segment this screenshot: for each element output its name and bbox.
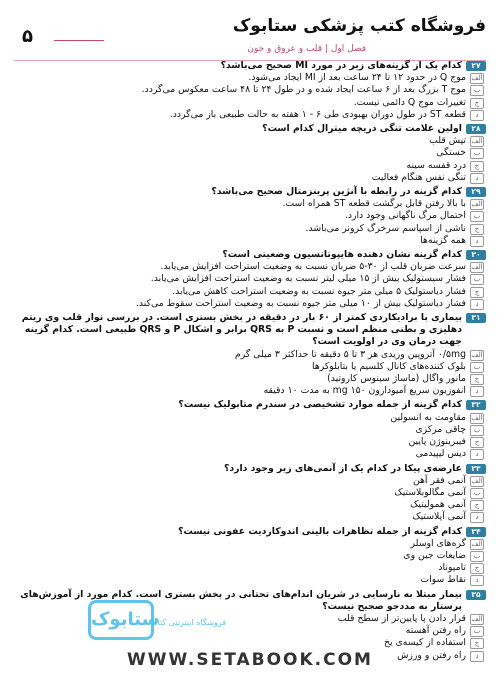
question-stem	[16, 123, 486, 135]
option-key: الف	[471, 137, 483, 146]
page-number: ۵	[22, 26, 33, 47]
option-key: الف	[471, 413, 483, 422]
option-text: همه گزینه‌ها	[420, 234, 466, 246]
answer-option	[241, 147, 484, 159]
answer-option	[16, 349, 484, 361]
question-number-badge: ۳۰	[466, 250, 486, 260]
option-key: ج	[470, 161, 484, 172]
option-text: نقاط سوات	[420, 574, 466, 586]
option-key: ج	[470, 563, 484, 574]
option-text: با بالا رفتن قابل برگشت قطعه ST همراه است.	[282, 198, 466, 210]
answer-option	[16, 286, 484, 298]
option-text: ضایعات جین وی	[403, 549, 466, 561]
answer-option	[241, 448, 484, 460]
option-key: الف	[471, 350, 483, 359]
answer-option	[16, 97, 484, 109]
option-list	[16, 198, 486, 247]
option-text: راه رفتن و ورزش	[397, 649, 466, 661]
option-text: قطعه ST در طول دوران بهبودی طی ۶ - ۱ هفته به حالت طبیعی باز می‌گردد.	[169, 108, 466, 120]
option-key: ب	[470, 274, 484, 285]
question-number-badge: ۳۳	[466, 464, 486, 474]
answer-option	[241, 499, 484, 511]
answer-option	[241, 135, 484, 147]
option-text: بلوک کننده‌های کانال کلسیم یا بتابلوکرها	[312, 360, 466, 372]
question-number-badge: ۲۹	[466, 187, 486, 197]
option-text: قرار دادن پا پایین‌تر از سطح قلب	[337, 612, 466, 624]
question-number-badge: ۳۵	[466, 590, 486, 600]
option-list	[16, 475, 486, 524]
question-stem	[16, 60, 486, 72]
option-key: د	[470, 449, 484, 460]
question-stem	[16, 312, 486, 349]
answer-option	[241, 160, 484, 172]
watermark-logo: ستابوک	[88, 600, 154, 640]
question-text: بیماری با برادیکاردی کمتر از ۶۰ بار در دقیقه در بخش بستری است. در بررسی نوار قلب وی ریتم دهلیزی و بطنی منظم است و نسبت P به QRS برابر و اشکال P و QRS طبیعی است. کدام گزینه جهت درمان وی در اولویت است؟	[21, 312, 462, 348]
option-text: موج Q در حدود ۱۲ تا ۲۴ ساعت بعد از MI ایجاد می‌شود.	[248, 72, 466, 84]
option-key: د	[470, 299, 484, 310]
answer-option	[16, 273, 484, 285]
option-key: الف	[471, 476, 483, 485]
question-text: کدام گزینه از جمله موارد تشخیصی در سندرم متابولیک نیست؟	[178, 399, 462, 411]
option-text: تغییرات موج Q دائمی نیست.	[353, 96, 466, 108]
question-text: کدام گزینه در رابطه با آنژین پرینزمتال صحیح می‌باشد؟	[211, 186, 462, 198]
option-text: فشار سیستولیک بیش از ۱۵ میلی لیتر نسبت به وضعیت استراحت افزایش می‌یابد.	[150, 273, 466, 285]
answer-option	[241, 538, 484, 550]
option-text: آنمی مگالوبلاستیک	[394, 486, 466, 498]
chapter-subtitle: فصل اول | قلب و عروق و خون	[247, 44, 366, 54]
answer-option	[16, 373, 484, 385]
page-title: فروشگاه کتب پزشکی ستابوک	[232, 16, 486, 36]
question-text: کدام گزینه نشان دهنده هایپوتانسیون وضعیتی است؟	[222, 249, 462, 261]
option-key: ب	[470, 211, 484, 222]
footer-url: WWW.SETABOOK.COM	[127, 650, 373, 670]
question-stem	[16, 399, 486, 411]
option-key: د	[470, 173, 484, 184]
option-key: د	[470, 236, 484, 247]
option-text: سرعت ضربان قلب از ۳۰-۵ ضربان نسبت به وضعیت استراحت افزایش می‌یابد.	[160, 261, 466, 273]
option-text: ناشی از اسپاسم سرخرگ کرونر می‌باشد.	[305, 222, 466, 234]
option-list	[16, 349, 486, 398]
option-text: فشار دیاستولیک بیش از ۱۰ میلی متر جیوه نسبت به وضعیت استراحت سقوط می‌کند.	[135, 297, 466, 309]
option-key: ج	[470, 98, 484, 109]
answer-option	[16, 235, 484, 247]
answer-option	[241, 436, 484, 448]
option-key: الف	[471, 74, 483, 83]
header-divider	[54, 40, 104, 41]
option-text: تامپوناد	[438, 562, 466, 574]
answer-option	[241, 562, 484, 574]
option-key: ج	[470, 374, 484, 385]
option-text: احتمال مرگ ناگهانی وجود دارد.	[344, 210, 466, 222]
answer-option	[241, 550, 484, 562]
option-text: درد قفسه سینه	[406, 159, 466, 171]
question-stem	[16, 186, 486, 198]
option-text: فشار دیاستولیک ۵ میلی متر جیوه نسبت به وضعیت استراحت کاهش می‌یابد.	[172, 285, 466, 297]
question-list	[16, 60, 486, 664]
answer-option	[241, 424, 484, 436]
question-text: اولین علامت تنگی دریچه میترال کدام است؟	[262, 123, 462, 135]
question	[16, 249, 486, 310]
option-list	[16, 135, 486, 184]
option-key: ب	[470, 425, 484, 436]
answer-option	[16, 385, 484, 397]
option-text: فیبرینوژن پایین	[408, 436, 466, 448]
question	[16, 186, 486, 247]
answer-option	[16, 198, 484, 210]
answer-option	[241, 487, 484, 499]
option-key: الف	[471, 614, 483, 623]
option-text: آنمی آپلاستیک	[412, 511, 466, 523]
answer-option	[16, 361, 484, 373]
question-number-badge: ۲۸	[466, 124, 486, 134]
question-number-badge: ۲۷	[466, 61, 486, 71]
option-key: د	[470, 110, 484, 121]
question-number-badge: ۳۴	[466, 527, 486, 537]
option-key: ج	[470, 437, 484, 448]
option-key: ب	[470, 551, 484, 562]
option-key: الف	[471, 200, 483, 209]
option-text: انفوزیون سریع آمیودارون ۱۵۰ mg به مدت ۱۰ دقیقه	[263, 385, 466, 397]
option-key: ب	[470, 85, 484, 96]
option-key: الف	[471, 539, 483, 548]
option-text: آنمی فقر آهن	[412, 474, 466, 486]
question	[16, 123, 486, 184]
answer-option	[16, 109, 484, 121]
answer-option	[16, 72, 484, 84]
question	[16, 463, 486, 524]
answer-option	[16, 223, 484, 235]
watermark	[88, 600, 288, 640]
question-number-badge: ۳۱	[466, 313, 486, 323]
option-text: خستگی	[436, 147, 466, 159]
option-text: چاقی مرکزی	[415, 423, 466, 435]
question-text: کدام گزینه از جمله تظاهرات بالینی اندوکاردیت عفونی نیست؟	[178, 525, 462, 537]
option-list	[16, 412, 486, 461]
question-text: بیمار مبتلا به نارسایی در شریان اندام‌های تحتانی در بخش بستری است. کدام مورد از آموزش‌های پرستار به مددجو صحیح نیست؟	[20, 588, 462, 612]
option-key: ب	[470, 488, 484, 499]
question-stem	[16, 526, 486, 538]
answer-option	[16, 84, 484, 96]
question-stem	[16, 249, 486, 261]
option-key: د	[470, 651, 484, 662]
option-text: ۰/۵mg آتروپین وریدی هر ۳ تا ۵ دقیقه تا حداکثر ۳ میلی گرم	[235, 348, 466, 360]
answer-option	[241, 511, 484, 523]
option-key: ب	[470, 626, 484, 637]
option-key: ب	[470, 362, 484, 373]
option-text: گره‌های اوسلر	[410, 537, 466, 549]
watermark-tagline: فروشگاه اینترنتی کتاب	[150, 618, 227, 627]
option-list	[16, 538, 486, 587]
answer-option	[241, 412, 484, 424]
question	[16, 60, 486, 121]
option-key: ب	[470, 148, 484, 159]
option-list	[16, 72, 486, 121]
option-text: تپش قلب	[429, 135, 466, 147]
option-text: استفاده از کیسه‌ی یخ	[383, 637, 466, 649]
option-key: الف	[471, 263, 483, 272]
answer-option	[16, 210, 484, 222]
option-key: ج	[470, 224, 484, 235]
question	[16, 526, 486, 587]
page-header	[14, 16, 486, 58]
option-key: د	[470, 575, 484, 586]
answer-option	[241, 172, 484, 184]
answer-option	[16, 298, 484, 310]
option-text: دیس لیپیدمی	[415, 448, 466, 460]
answer-option	[241, 574, 484, 586]
question-text: عارضه‌ی پیکا در کدام یک از آنمی‌های زیر وجود دارد؟	[223, 462, 462, 474]
page-number-box	[14, 22, 54, 56]
option-key: ج	[470, 638, 484, 649]
question	[16, 399, 486, 460]
question-text: کدام یک از گزینه‌های زیر در مورد MI صحیح می‌باشد؟	[220, 60, 462, 71]
option-text: مانور واگال (ماساژ سینوس کاروتید)	[327, 373, 466, 385]
question-stem	[16, 463, 486, 475]
question	[16, 312, 486, 397]
option-text: موج T بزرگ بعد از ۶ ساعت ایجاد شده و در طول ۲۴ تا ۴۸ ساعت معکوس می‌گردد.	[141, 84, 466, 96]
answer-option	[241, 475, 484, 487]
option-text: مقاومت به انسولین	[390, 411, 466, 423]
option-text: تنگی نفس هنگام فعالیت	[371, 171, 466, 183]
answer-option	[16, 261, 484, 273]
option-key: د	[470, 386, 484, 397]
option-key: ج	[470, 287, 484, 298]
option-text: راه رفتن آهسته	[405, 625, 466, 637]
option-key: د	[470, 512, 484, 523]
option-key: ج	[470, 500, 484, 511]
option-text: آنمی همولیتیک	[410, 499, 466, 511]
question-number-badge: ۳۲	[466, 400, 486, 410]
option-list	[16, 261, 486, 310]
